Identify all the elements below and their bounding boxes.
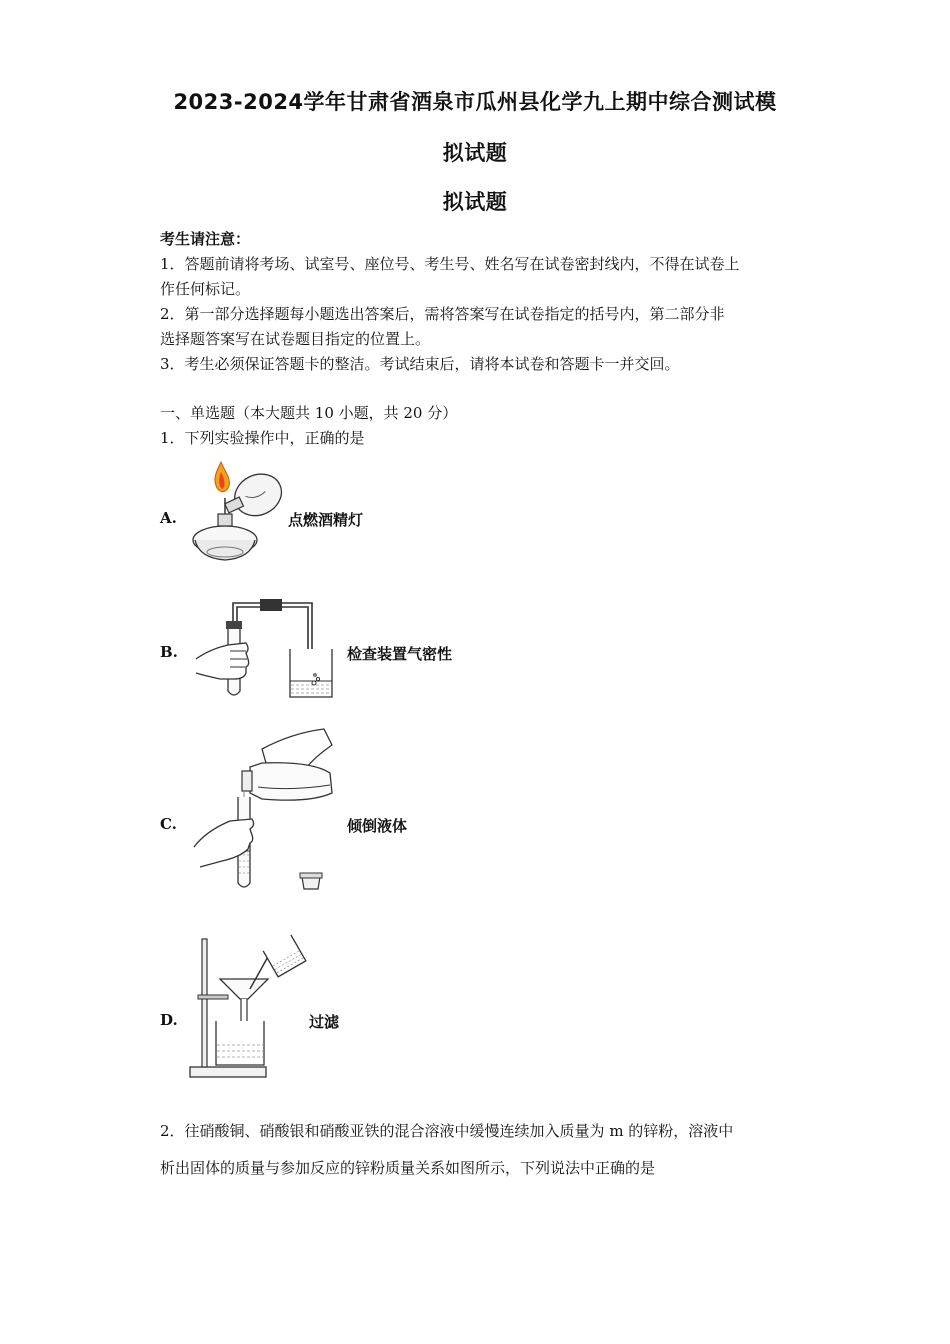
option-b-letter: B. [160,643,178,661]
notice-item-2-line-2: 选择题答案写在试卷题目指定的位置上。 [160,330,431,348]
notice-item-1-line-1: 1．答题前请将考场、试室号、座位号、考生号、姓名写在试卷密封线内，不得在试卷上 [160,255,740,273]
option-c-letter: C. [160,815,177,833]
option-c-label: 倾倒液体 [347,817,408,835]
page-title-line-3: 拟试题 [442,190,508,214]
pouring-liquid-illustration [192,727,342,895]
question-1-stem: 1．下列实验操作中，正确的是 [160,429,365,447]
page-title-line-1: 2023-2024学年甘肃省酒泉市瓜州县化学九上期中综合测试模 [173,90,777,114]
question-2-line-1: 2．往硝酸铜、硝酸银和硝酸亚铁的混合溶液中缓慢连续加入质量为 m 的锌粉，溶液中 [160,1122,734,1140]
option-d-letter: D. [160,1011,178,1029]
question-2-line-2: 析出固体的质量与参加反应的锌粉质量关系如图所示，下列说法中正确的是 [160,1159,656,1177]
notice-heading: 考生请注意： [160,230,251,248]
section-heading: 一、单选题（本大题共 10 小题，共 20 分） [160,404,458,422]
option-b-label: 检查装置气密性 [347,645,453,663]
page-title-line-2: 拟试题 [442,141,508,165]
notice-item-1-line-2: 作任何标记。 [160,280,251,298]
notice-item-2-line-1: 2．第一部分选择题每小题选出答案后，需将答案写在试卷指定的括号内，第二部分非 [160,305,725,323]
option-d-label: 过滤 [309,1013,340,1031]
filtration-illustration [188,933,308,1081]
notice-item-3: 3．考生必须保证答题卡的整洁。考试结束后，请将本试卷和答题卡一并交回。 [160,355,680,373]
airtightness-check-illustration [190,593,350,703]
alcohol-lamp-lighting-illustration [185,458,285,568]
option-a-label: 点燃酒精灯 [288,511,364,529]
option-a-letter: A. [160,509,177,527]
